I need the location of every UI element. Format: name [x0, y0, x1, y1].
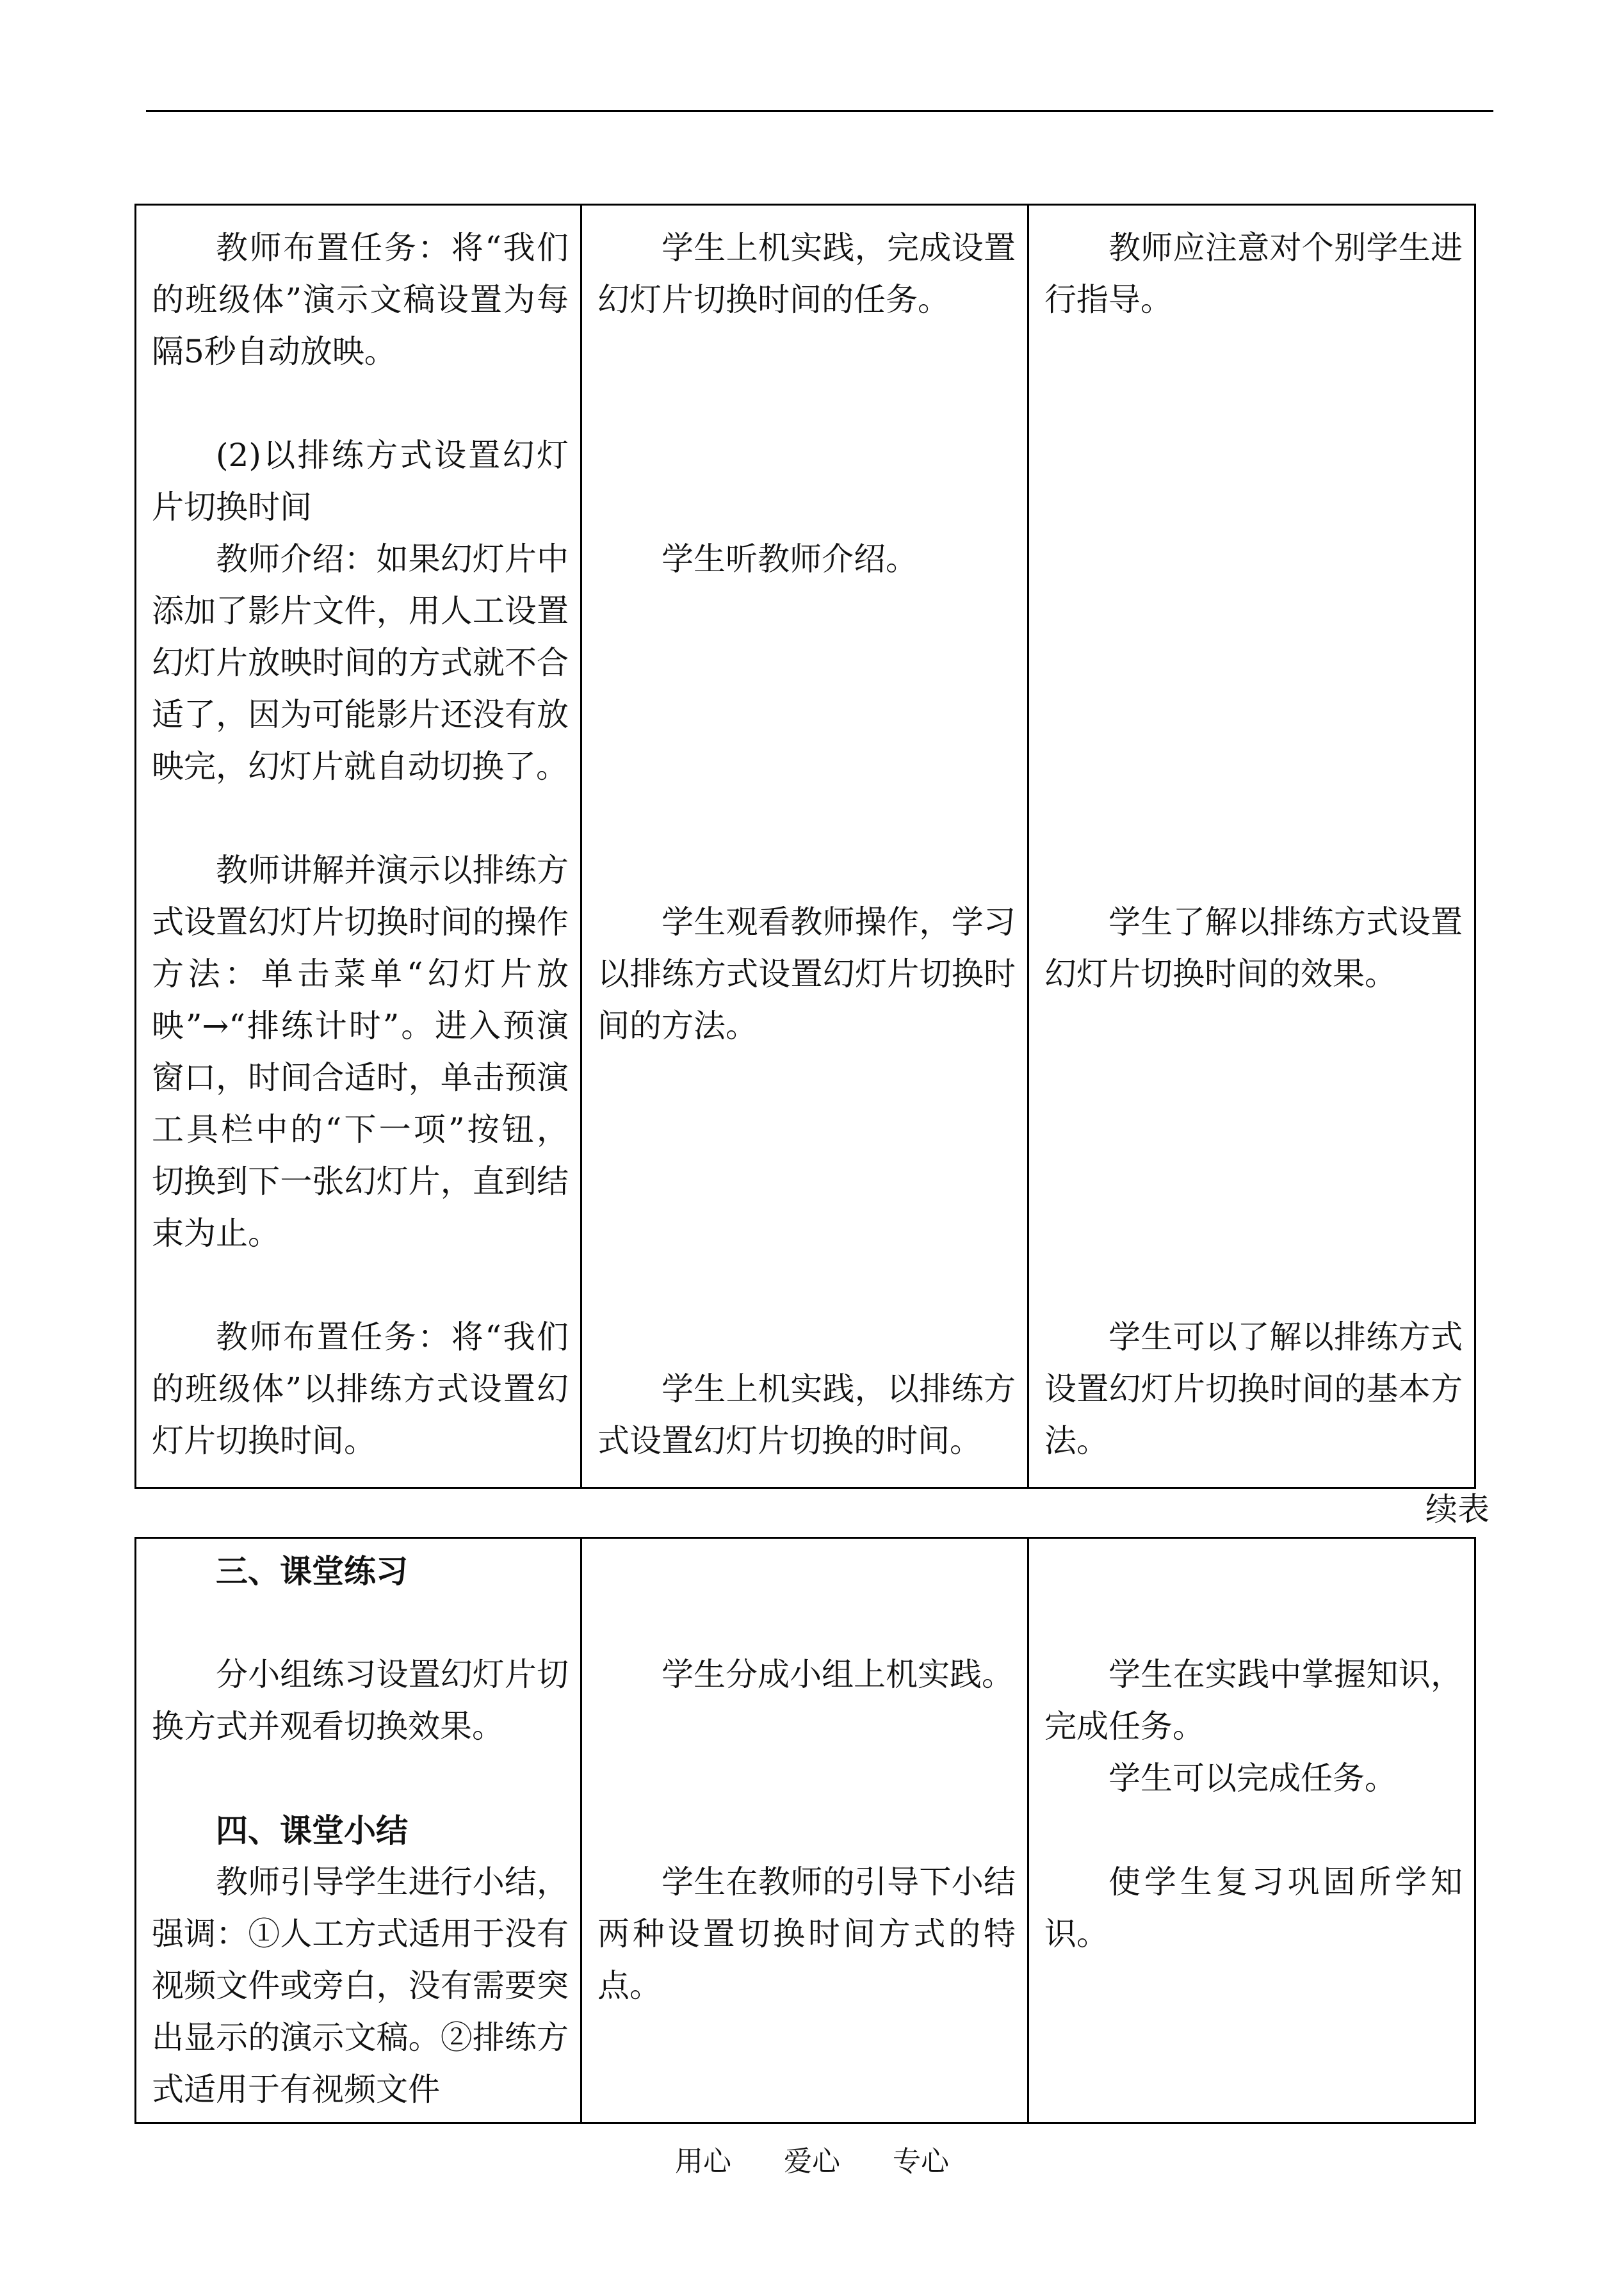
table1-notes-d: 学生可以了解以排练方式设置幻灯片切换时间的基本方法。 — [1044, 1318, 1463, 1459]
header-rule — [146, 110, 1493, 112]
table1-col-notes — [1028, 205, 1475, 1488]
table2-student-a: 学生分成小组上机实践。 — [662, 1656, 1014, 1693]
table1-student-b: 学生听教师介绍。 — [662, 540, 918, 578]
page-footer — [0, 2143, 1624, 2181]
table1-teacher-demo: 教师讲解并演示以排练方式设置幻灯片切换时间的操作方法：单击菜单“幻灯片放映”→“排练计时”。进入预演窗口，时间合适时，单击预演工具栏中的“下一项”按钮，切换到下一张幻灯片，直到结束为止。 — [152, 852, 569, 1252]
table1-teacher-task-2: 教师布置任务：将“我们的班级体”以排练方式设置幻灯片切换时间。 — [152, 1318, 569, 1459]
table2-col-notes — [1028, 1538, 1475, 2123]
table1-student-d: 学生上机实践，以排练方式设置幻灯片切换的时间。 — [597, 1370, 1016, 1459]
lesson-table-2 — [134, 1537, 1476, 2124]
footer-item-1: 用心 — [675, 2145, 731, 2178]
table2-col-student — [581, 1538, 1028, 2123]
footer-item-2: 爱心 — [784, 2145, 840, 2178]
table2-student-b: 学生在教师的引导下小结两种设置切换时间方式的特点。 — [597, 1863, 1016, 2004]
table2-notes-a2: 学生可以完成任务。 — [1108, 1760, 1397, 1797]
table1-teacher-task-1: 教师布置任务：将“我们的班级体”演示文稿设置为每隔5秒自动放映。 — [152, 229, 569, 370]
table2-summary-text: 教师引导学生进行小结，强调：①人工方式适用于没有视频文件或旁白，没有需要突出显示的演示文稿。②排练方式适用于有视频文件 — [152, 1863, 569, 2108]
table1-col-teacher — [136, 205, 581, 1488]
footer-item-3: 专心 — [893, 2145, 949, 2178]
table2-col-teacher — [136, 1538, 581, 2123]
table1-rehearsal-heading: (2)以排练方式设置幻灯片切换时间 — [152, 437, 569, 526]
table1-teacher-intro: 教师介绍：如果幻灯片中添加了影片文件，用人工设置幻灯片放映时间的方式就不合适了，因为可能影片还没有放映完，幻灯片就自动切换了。 — [152, 540, 569, 785]
table2-practice-text: 分小组练习设置幻灯片切换方式并观看切换效果。 — [152, 1656, 569, 1745]
table1-notes-c: 学生了解以排练方式设置幻灯片切换时间的效果。 — [1044, 904, 1463, 993]
table2-notes-b: 使学生复习巩固所学知识。 — [1044, 1863, 1463, 1952]
table2-notes-a1: 学生在实践中掌握知识，完成任务。 — [1044, 1656, 1463, 1745]
section-heading-summary: 四、课堂小结 — [216, 1812, 408, 1849]
lesson-table-1 — [134, 204, 1476, 1489]
table1-notes-a: 教师应注意对个别学生进行指导。 — [1044, 229, 1463, 318]
table1-student-a: 学生上机实践，完成设置幻灯片切换时间的任务。 — [597, 229, 1016, 318]
table1-student-c: 学生观看教师操作，学习以排练方式设置幻灯片切换时间的方法。 — [597, 904, 1016, 1044]
section-heading-practice: 三、课堂练习 — [216, 1552, 408, 1590]
continued-label: 续表 — [1425, 1491, 1490, 1528]
table1-col-student — [581, 205, 1028, 1488]
